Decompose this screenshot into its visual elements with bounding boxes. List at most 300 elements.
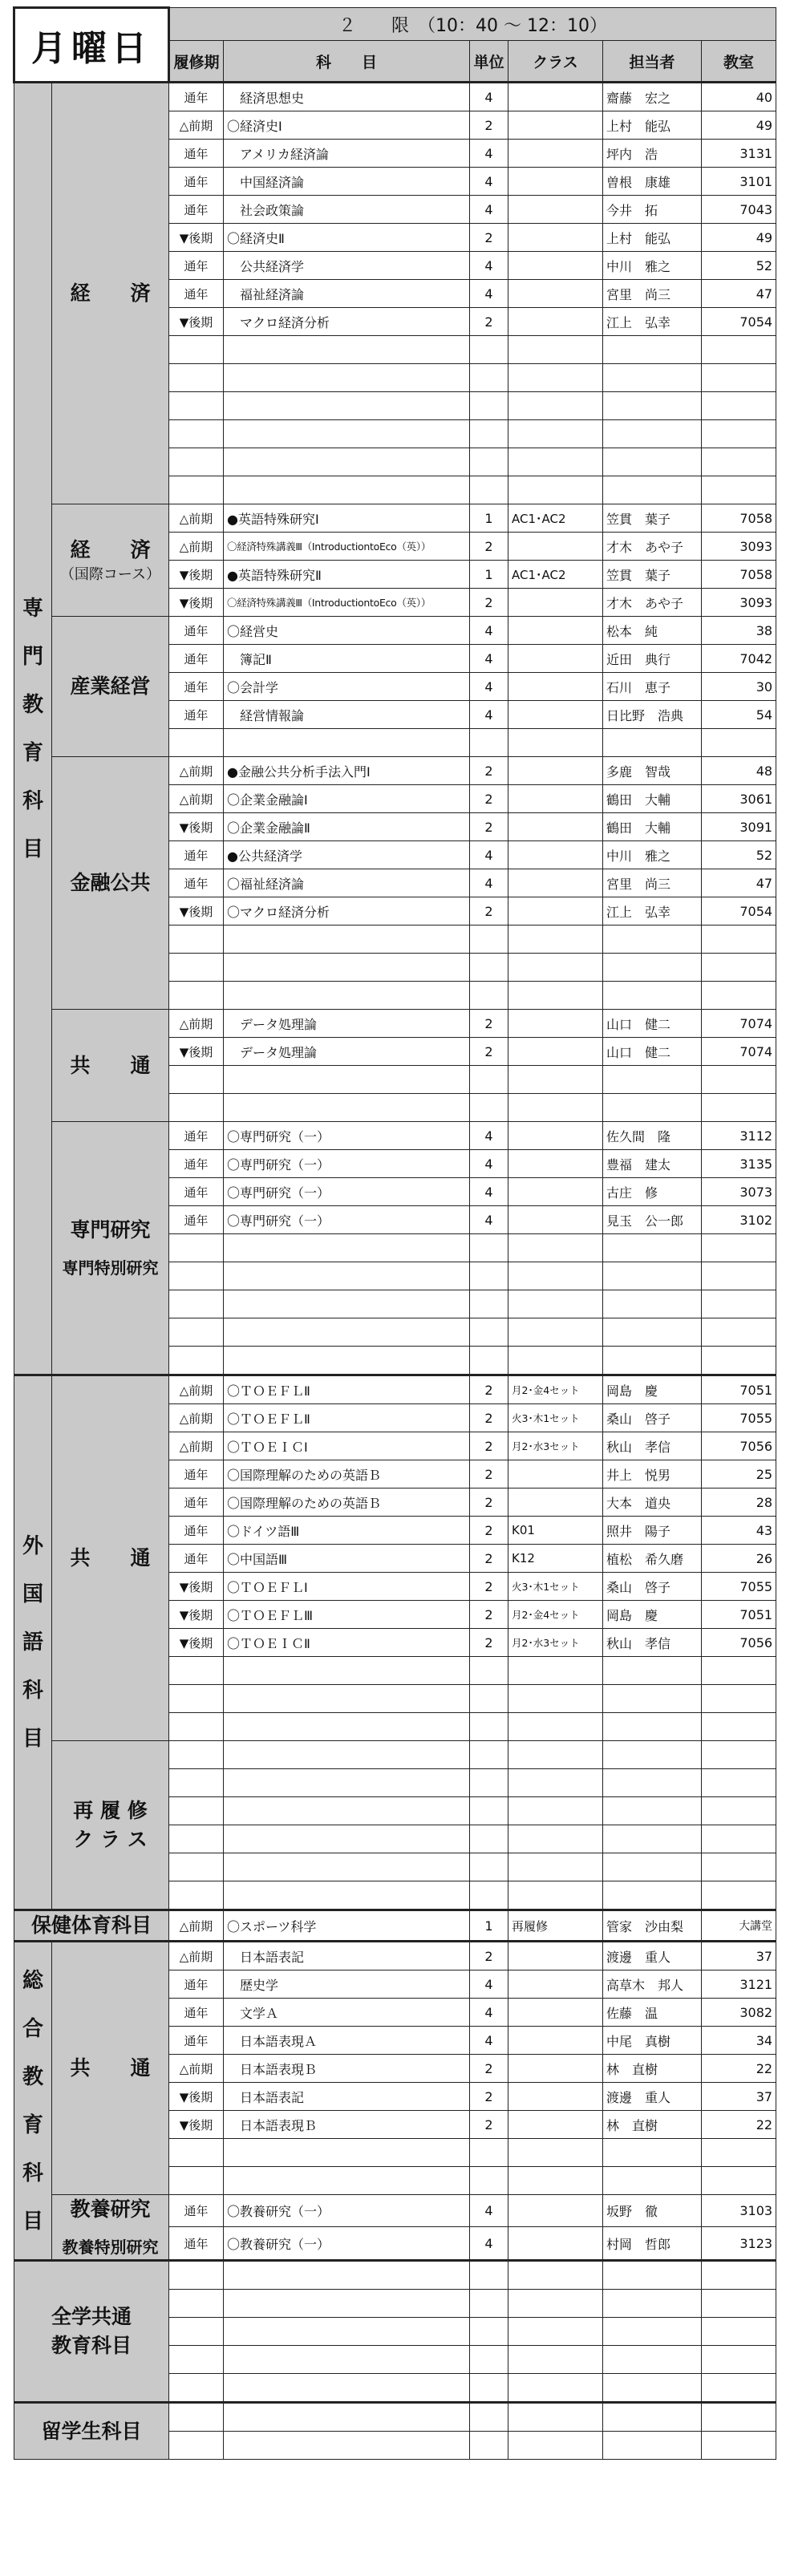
unit-cell: 4	[470, 1206, 508, 1234]
blank-room-cell	[702, 1094, 776, 1122]
term-cell: 通年	[169, 701, 224, 729]
room-cell: 48	[702, 757, 776, 785]
subject-cell: 〇ＴＯＥＩＣⅡ	[224, 1629, 470, 1657]
blank-teacher-cell	[603, 729, 702, 757]
blank-room-cell	[702, 982, 776, 1010]
blank-room-cell	[702, 1234, 776, 1262]
section-label-hoken	[14, 1910, 169, 1942]
teacher-cell: 植松 希久磨	[603, 1545, 702, 1573]
term-cell: ▼後期	[169, 224, 224, 252]
blank-unit-cell	[470, 1066, 508, 1094]
subject-cell: 簿記Ⅱ	[224, 645, 470, 673]
blank-term-cell	[169, 392, 224, 420]
blank-class-cell	[508, 1881, 603, 1910]
term-cell: △前期	[169, 1432, 224, 1460]
section-label: 共 通	[70, 1546, 151, 1569]
blank-subject-cell	[224, 1262, 470, 1290]
class-cell	[508, 168, 603, 196]
blank-term-cell	[169, 954, 224, 982]
teacher-cell: 大本 道央	[603, 1488, 702, 1517]
blank-teacher-cell	[603, 1853, 702, 1881]
blank-class-cell	[508, 2261, 603, 2290]
blank-subject-cell	[224, 2261, 470, 2290]
blank-subject-cell	[224, 476, 470, 504]
class-cell: 再履修	[508, 1910, 603, 1942]
table-row	[14, 1910, 776, 1942]
blank-term-cell	[169, 729, 224, 757]
term-cell: 通年	[169, 1122, 224, 1150]
blank-subject-cell	[224, 954, 470, 982]
category-char: 門	[22, 644, 43, 669]
blank-class-cell	[508, 1713, 603, 1741]
term-cell: 通年	[169, 168, 224, 196]
term-cell: ▼後期	[169, 589, 224, 617]
subject-cell: 〇国際理解のための英語Ｂ	[224, 1488, 470, 1517]
blank-term-cell	[169, 2346, 224, 2374]
teacher-cell: 坂野 徹	[603, 2195, 702, 2227]
subject-cell: 経済思想史	[224, 83, 470, 111]
section-label-zengaku	[14, 2261, 169, 2403]
category-gaikokugo	[14, 1375, 52, 1910]
term-cell: 通年	[169, 280, 224, 308]
blank-term-cell	[169, 1347, 224, 1375]
table-row	[14, 83, 776, 111]
blank-class-cell	[508, 476, 603, 504]
blank-class-cell	[508, 336, 603, 364]
unit-cell: 4	[470, 1122, 508, 1150]
blank-unit-cell	[470, 1853, 508, 1881]
blank-subject-cell	[224, 1290, 470, 1318]
subject-cell: マクロ経済分析	[224, 308, 470, 336]
class-cell	[508, 785, 603, 813]
blank-subject-cell	[224, 420, 470, 448]
blank-room-cell	[702, 2432, 776, 2460]
room-cell: 7056	[702, 1432, 776, 1460]
blank-class-cell	[508, 448, 603, 476]
category-char: 専	[22, 596, 43, 621]
category-char: 目	[22, 2209, 43, 2234]
blank-unit-cell	[470, 1713, 508, 1741]
section-label: 再 履 修 ク ラ ス	[73, 1798, 148, 1851]
blank-unit-cell	[470, 2167, 508, 2195]
class-cell	[508, 1010, 603, 1038]
room-cell: 3135	[702, 1150, 776, 1178]
blank-class-cell	[508, 1769, 603, 1797]
blank-subject-cell	[224, 1094, 470, 1122]
blank-subject-cell	[224, 2318, 470, 2346]
class-cell	[508, 869, 603, 897]
room-cell: 34	[702, 2027, 776, 2055]
unit-cell: 1	[470, 1910, 508, 1942]
section-label: 経 済	[70, 281, 151, 305]
subject-cell: 〇企業金融論Ⅱ	[224, 813, 470, 841]
blank-teacher-cell	[603, 1769, 702, 1797]
class-cell: K12	[508, 1545, 603, 1573]
subject-cell: データ処理論	[224, 1010, 470, 1038]
blank-room-cell	[702, 925, 776, 954]
teacher-cell: 渡邊 重人	[603, 1942, 702, 1970]
blank-subject-cell	[224, 336, 470, 364]
blank-class-cell	[508, 1853, 603, 1881]
category-char: 科	[22, 788, 43, 813]
term-cell: △前期	[169, 111, 224, 140]
subject-cell: 〇会計学	[224, 673, 470, 701]
blank-teacher-cell	[603, 1685, 702, 1713]
teacher-cell: 坪内 浩	[603, 140, 702, 168]
room-cell: 7051	[702, 1601, 776, 1629]
room-cell: 3123	[702, 2227, 776, 2261]
blank-unit-cell	[470, 2346, 508, 2374]
teacher-cell: 上村 能弘	[603, 111, 702, 140]
category-char: 教	[22, 2064, 43, 2089]
teacher-cell: 古庄 修	[603, 1178, 702, 1206]
blank-term-cell	[169, 2261, 224, 2290]
unit-cell: 2	[470, 1460, 508, 1488]
unit-cell: 4	[470, 196, 508, 224]
class-cell: K01	[508, 1517, 603, 1545]
class-cell	[508, 2083, 603, 2111]
blank-teacher-cell	[603, 1094, 702, 1122]
blank-term-cell	[169, 1769, 224, 1797]
unit-cell: 4	[470, 1150, 508, 1178]
unit-cell: 4	[470, 617, 508, 645]
blank-class-cell	[508, 2167, 603, 2195]
room-cell: 37	[702, 2083, 776, 2111]
blank-teacher-cell	[603, 1234, 702, 1262]
blank-term-cell	[169, 2318, 224, 2346]
blank-class-cell	[508, 1066, 603, 1094]
blank-teacher-cell	[603, 1741, 702, 1769]
unit-cell: 4	[470, 1178, 508, 1206]
category-char: 国	[22, 1582, 43, 1606]
category-char: 総	[22, 1968, 43, 1993]
subject-cell: 〇スポーツ科学	[224, 1910, 470, 1942]
blank-subject-cell	[224, 2432, 470, 2460]
class-cell	[508, 2027, 603, 2055]
class-cell	[508, 617, 603, 645]
column-header-term: 履修期	[169, 41, 224, 83]
unit-cell: 4	[470, 140, 508, 168]
blank-class-cell	[508, 1262, 603, 1290]
teacher-cell: 豊福 建太	[603, 1150, 702, 1178]
blank-term-cell	[169, 982, 224, 1010]
table-row	[14, 2195, 776, 2227]
subject-cell: 〇ドイツ語Ⅲ	[224, 1517, 470, 1545]
class-cell	[508, 1206, 603, 1234]
class-cell	[508, 841, 603, 869]
unit-cell: 2	[470, 1629, 508, 1657]
blank-teacher-cell	[603, 420, 702, 448]
class-cell	[508, 1970, 603, 1999]
subject-cell: 〇経済特殊講義Ⅲ（IntroductiontoEco（英））	[224, 533, 470, 561]
blank-room-cell	[702, 2167, 776, 2195]
subject-cell: ●英語特殊研究Ⅱ	[224, 561, 470, 589]
section-label-kyoyo	[52, 2195, 169, 2261]
section-label: 産業経営	[70, 674, 151, 698]
blank-term-cell	[169, 1853, 224, 1881]
blank-teacher-cell	[603, 1881, 702, 1910]
term-cell: 通年	[169, 1460, 224, 1488]
blank-class-cell	[508, 392, 603, 420]
blank-room-cell	[702, 1825, 776, 1853]
blank-teacher-cell	[603, 2432, 702, 2460]
subject-cell: ●金融公共分析手法入門Ⅰ	[224, 757, 470, 785]
term-cell: 通年	[169, 869, 224, 897]
teacher-cell: 桑山 啓子	[603, 1404, 702, 1432]
table-row	[14, 757, 776, 785]
subject-cell: 〇ＴＯＥＦＬⅡ	[224, 1375, 470, 1404]
room-cell: 28	[702, 1488, 776, 1517]
room-cell: 7058	[702, 561, 776, 589]
class-cell	[508, 589, 603, 617]
term-cell: ▼後期	[169, 1038, 224, 1066]
blank-teacher-cell	[603, 476, 702, 504]
blank-teacher-cell	[603, 448, 702, 476]
category-char: 目	[22, 836, 43, 861]
subject-cell: 〇ＴＯＥＦＬⅡ	[224, 1404, 470, 1432]
subject-cell: 〇教養研究（一）	[224, 2227, 470, 2261]
column-header-class: クラス	[508, 41, 603, 83]
category-char: 目	[22, 1727, 43, 1751]
blank-room-cell	[702, 448, 776, 476]
class-cell	[508, 701, 603, 729]
category-char: 合	[22, 2016, 43, 2041]
unit-cell: 2	[470, 897, 508, 925]
blank-term-cell	[169, 1262, 224, 1290]
room-cell: 49	[702, 111, 776, 140]
timetable	[13, 6, 776, 2460]
term-cell: △前期	[169, 757, 224, 785]
blank-class-cell	[508, 2139, 603, 2167]
teacher-cell: 近田 典行	[603, 645, 702, 673]
teacher-cell: 才木 あや子	[603, 589, 702, 617]
blank-teacher-cell	[603, 1262, 702, 1290]
category-char: 科	[22, 1679, 43, 1703]
unit-cell: 2	[470, 1375, 508, 1404]
unit-cell: 1	[470, 561, 508, 589]
blank-subject-cell	[224, 364, 470, 392]
blank-class-cell	[508, 1741, 603, 1769]
teacher-cell: 照井 陽子	[603, 1517, 702, 1545]
teacher-cell: 宮里 尚三	[603, 280, 702, 308]
blank-unit-cell	[470, 448, 508, 476]
blank-subject-cell	[224, 2139, 470, 2167]
term-cell: 通年	[169, 1970, 224, 1999]
class-cell	[508, 83, 603, 111]
unit-cell: 2	[470, 757, 508, 785]
blank-subject-cell	[224, 982, 470, 1010]
blank-term-cell	[169, 1685, 224, 1713]
teacher-cell: 佐久間 隆	[603, 1122, 702, 1150]
blank-room-cell	[702, 1797, 776, 1825]
blank-teacher-cell	[603, 1290, 702, 1318]
room-cell: 47	[702, 869, 776, 897]
unit-cell: 2	[470, 1038, 508, 1066]
blank-unit-cell	[470, 1685, 508, 1713]
blank-term-cell	[169, 925, 224, 954]
blank-teacher-cell	[603, 2139, 702, 2167]
term-cell: 通年	[169, 617, 224, 645]
room-cell: 3073	[702, 1178, 776, 1206]
section-label: 専門研究	[70, 1218, 151, 1241]
term-cell: 通年	[169, 841, 224, 869]
term-cell: ▼後期	[169, 1573, 224, 1601]
class-cell	[508, 1999, 603, 2027]
room-cell: 3093	[702, 533, 776, 561]
blank-subject-cell	[224, 1318, 470, 1347]
blank-class-cell	[508, 1797, 603, 1825]
subject-cell: ●英語特殊研究Ⅰ	[224, 504, 470, 533]
term-cell: ▼後期	[169, 2111, 224, 2139]
blank-room-cell	[702, 2290, 776, 2318]
term-cell: △前期	[169, 1010, 224, 1038]
teacher-cell: 石川 恵子	[603, 673, 702, 701]
class-cell	[508, 1038, 603, 1066]
blank-term-cell	[169, 1825, 224, 1853]
blank-subject-cell	[224, 2346, 470, 2374]
teacher-cell: 笠貫 葉子	[603, 561, 702, 589]
blank-subject-cell	[224, 1769, 470, 1797]
blank-term-cell	[169, 1741, 224, 1769]
blank-unit-cell	[470, 925, 508, 954]
blank-unit-cell	[470, 1741, 508, 1769]
category-sogo	[14, 1942, 52, 2261]
term-cell: △前期	[169, 533, 224, 561]
term-cell: △前期	[169, 504, 224, 533]
blank-term-cell	[169, 476, 224, 504]
subject-cell: 〇マクロ経済分析	[224, 897, 470, 925]
blank-teacher-cell	[603, 2290, 702, 2318]
unit-cell: 4	[470, 2227, 508, 2261]
term-cell: 通年	[169, 1488, 224, 1517]
term-cell: ▼後期	[169, 813, 224, 841]
blank-unit-cell	[470, 336, 508, 364]
table-row	[14, 617, 776, 645]
blank-room-cell	[702, 1262, 776, 1290]
blank-room-cell	[702, 954, 776, 982]
subject-cell: 〇企業金融論Ⅰ	[224, 785, 470, 813]
subject-cell: 日本語表現Ｂ	[224, 2055, 470, 2083]
blank-room-cell	[702, 1881, 776, 1910]
teacher-cell: 中尾 真樹	[603, 2027, 702, 2055]
room-cell: 7058	[702, 504, 776, 533]
category-char: 教	[22, 692, 43, 717]
blank-term-cell	[169, 2167, 224, 2195]
teacher-cell: 渡邊 重人	[603, 2083, 702, 2111]
timetable-sheet	[13, 6, 775, 2460]
teacher-cell: 笠貫 葉子	[603, 504, 702, 533]
column-header-room: 教室	[702, 41, 776, 83]
term-cell: △前期	[169, 1942, 224, 1970]
blank-room-cell	[702, 1290, 776, 1318]
blank-term-cell	[169, 1094, 224, 1122]
term-cell: 通年	[169, 2195, 224, 2227]
table-row	[14, 1010, 776, 1038]
unit-cell: 4	[470, 841, 508, 869]
blank-unit-cell	[470, 1234, 508, 1262]
class-cell: AC1･AC2	[508, 561, 603, 589]
blank-subject-cell	[224, 1685, 470, 1713]
table-row	[14, 1122, 776, 1150]
unit-cell: 2	[470, 1432, 508, 1460]
teacher-cell: 高草木 邦人	[603, 1970, 702, 1999]
term-cell: △前期	[169, 785, 224, 813]
subject-cell: 日本語表記	[224, 2083, 470, 2111]
blank-teacher-cell	[603, 1797, 702, 1825]
room-cell: 43	[702, 1517, 776, 1545]
blank-term-cell	[169, 1881, 224, 1910]
class-cell	[508, 252, 603, 280]
unit-cell: 2	[470, 224, 508, 252]
unit-cell: 2	[470, 2055, 508, 2083]
blank-class-cell	[508, 1290, 603, 1318]
blank-subject-cell	[224, 1881, 470, 1910]
teacher-cell: 鶴田 大輔	[603, 813, 702, 841]
blank-class-cell	[508, 1234, 603, 1262]
blank-subject-cell	[224, 925, 470, 954]
teacher-cell: 山口 健二	[603, 1038, 702, 1066]
blank-room-cell	[702, 336, 776, 364]
subject-cell: 社会政策論	[224, 196, 470, 224]
blank-room-cell	[702, 1769, 776, 1797]
column-header-subject: 科 目	[224, 41, 470, 83]
blank-unit-cell	[470, 954, 508, 982]
unit-cell: 4	[470, 2027, 508, 2055]
blank-teacher-cell	[603, 2403, 702, 2432]
unit-cell: 2	[470, 785, 508, 813]
subject-cell: 〇中国語Ⅲ	[224, 1545, 470, 1573]
timetable-body	[14, 83, 776, 2460]
blank-subject-cell	[224, 1066, 470, 1094]
subject-cell: 〇経営史	[224, 617, 470, 645]
blank-teacher-cell	[603, 392, 702, 420]
blank-unit-cell	[470, 1825, 508, 1853]
room-cell: 7054	[702, 897, 776, 925]
blank-row	[14, 2261, 776, 2290]
category-senmon	[14, 83, 52, 1375]
section-label: 教養研究	[70, 2197, 151, 2221]
unit-cell: 2	[470, 813, 508, 841]
blank-subject-cell	[224, 1347, 470, 1375]
blank-unit-cell	[470, 476, 508, 504]
unit-cell: 1	[470, 504, 508, 533]
room-cell: 7043	[702, 196, 776, 224]
blank-room-cell	[702, 1657, 776, 1685]
blank-class-cell	[508, 1685, 603, 1713]
unit-cell: 4	[470, 2195, 508, 2227]
room-cell: 7074	[702, 1010, 776, 1038]
class-cell: 月2･金4セット	[508, 1601, 603, 1629]
subject-cell: 公共経済学	[224, 252, 470, 280]
subject-cell: 〇経済史Ⅱ	[224, 224, 470, 252]
teacher-cell: 宮里 尚三	[603, 869, 702, 897]
blank-teacher-cell	[603, 925, 702, 954]
section-label: 共 通	[70, 2056, 151, 2080]
term-cell: ▼後期	[169, 2083, 224, 2111]
subject-cell: 〇経済史Ⅰ	[224, 111, 470, 140]
blank-class-cell	[508, 2403, 603, 2432]
room-cell: 52	[702, 252, 776, 280]
blank-teacher-cell	[603, 1713, 702, 1741]
term-cell: ▼後期	[169, 561, 224, 589]
blank-unit-cell	[470, 2261, 508, 2290]
unit-cell: 2	[470, 1942, 508, 1970]
subject-cell: 文学Ａ	[224, 1999, 470, 2027]
room-cell: 3093	[702, 589, 776, 617]
unit-cell: 4	[470, 1970, 508, 1999]
term-cell: 通年	[169, 1150, 224, 1178]
teacher-cell: 江上 弘幸	[603, 308, 702, 336]
